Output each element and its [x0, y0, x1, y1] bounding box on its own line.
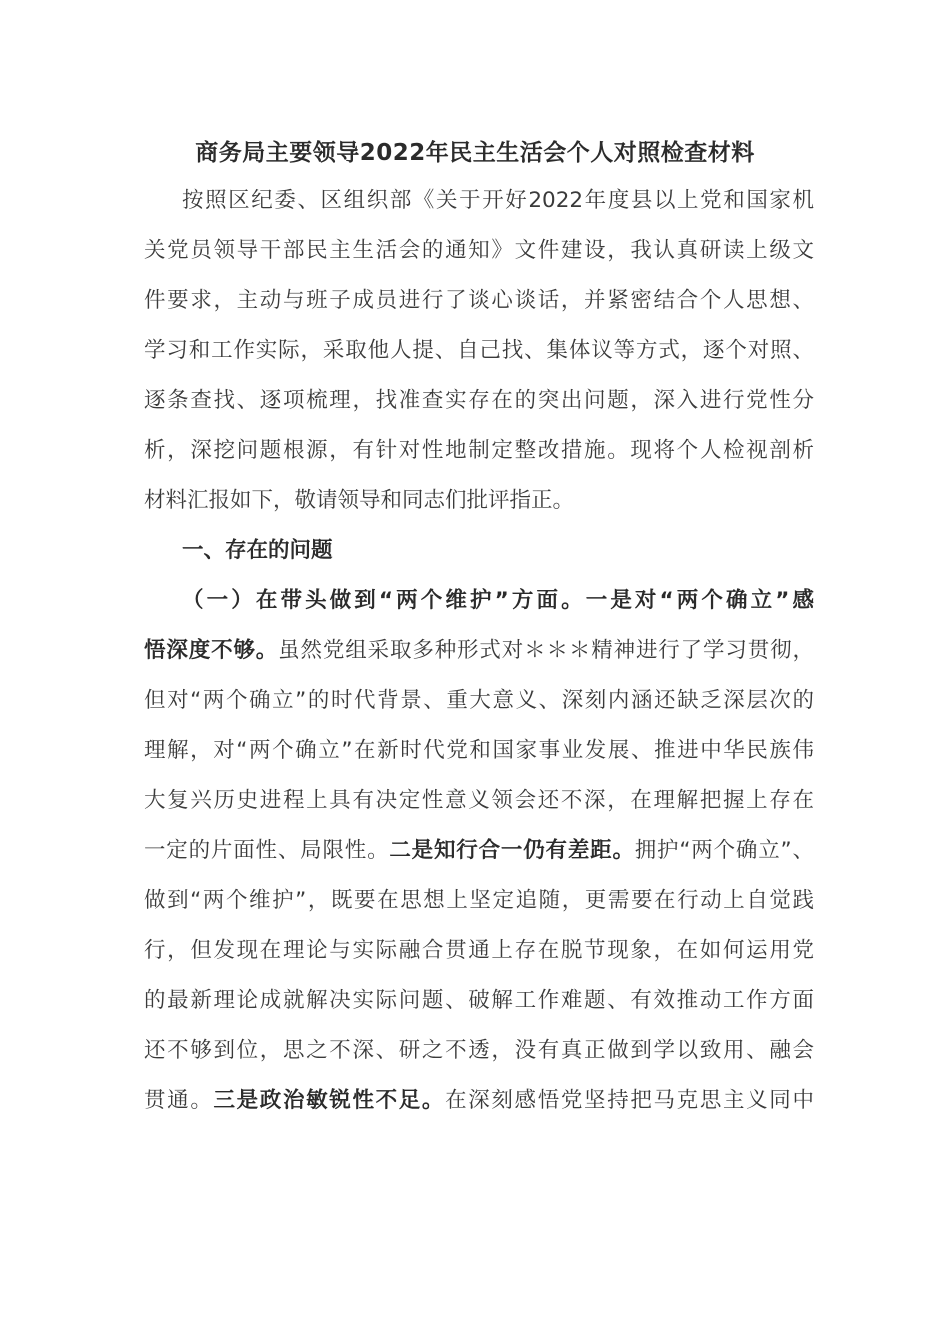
text-run: 行，但发现在理论与实际融合贯通上存在脱节现象，在如何运用党	[144, 938, 814, 963]
section-heading	[144, 531, 814, 581]
text-run: 学习和工作实际，采取他人提、自己找、集体议等方式，逐个对照、	[144, 338, 814, 363]
paragraph-line	[144, 631, 814, 681]
text-run: 贯通。	[144, 1088, 214, 1113]
paragraph-line	[144, 1031, 814, 1081]
text-run: 一、存在的问题	[182, 538, 333, 563]
paragraph-line	[144, 681, 814, 731]
text-run: 在深刻感悟党坚持把马克思主义同中	[445, 1088, 814, 1113]
paragraph-line	[144, 731, 814, 781]
paragraph-line	[144, 831, 814, 881]
text-run: 按照区纪委、区组织部《关于开好2022年度县以上党和国家机	[182, 188, 814, 213]
bold-text-run: 三是政治敏锐性不足。	[213, 1088, 446, 1113]
paragraph-line	[144, 781, 814, 831]
paragraph-line	[144, 231, 814, 281]
text-run: 拥护“两个确立”、	[634, 838, 814, 863]
paragraph-line	[144, 1081, 814, 1131]
paragraph-line	[144, 431, 814, 481]
text-run: 但对“两个确立”的时代背景、重大意义、深刻内涵还缺乏深层次的	[144, 688, 814, 713]
paragraph-line	[144, 931, 814, 981]
text-run: 关党员领导干部民主生活会的通知》文件建设，我认真研读上级文	[144, 238, 814, 263]
paragraph-line	[144, 981, 814, 1031]
text-run: 件要求，主动与班子成员进行了谈心谈话，并紧密结合个人思想、	[144, 288, 814, 313]
text-run: 做到“两个维护”，既要在思想上坚定追随，更需要在行动上自觉践	[144, 888, 814, 913]
text-run: 还不够到位，思之不深、研之不透，没有真正做到学以致用、融会	[144, 1038, 814, 1063]
text-run: 逐条查找、逐项梳理，找准查实存在的突出问题，深入进行党性分	[144, 388, 814, 413]
text-run: 虽然党组采取多种形式对＊＊＊精神进行了学习贯彻，	[278, 638, 814, 663]
paragraph-line	[144, 481, 814, 531]
paragraph-line	[144, 181, 814, 231]
paragraph-line	[144, 881, 814, 931]
paragraph-line	[144, 381, 814, 431]
document-title: 商务局主要领导2022年民主生活会个人对照检查材料	[195, 140, 755, 166]
paragraph-line	[144, 331, 814, 381]
document-body	[144, 181, 814, 1131]
text-run: 一定的片面性、局限性。	[144, 838, 390, 863]
text-run: 析，深挖问题根源，有针对性地制定整改措施。现将个人检视剖析	[144, 438, 814, 463]
bold-text-run: 悟深度不够。	[144, 638, 279, 663]
subsection-heading	[144, 581, 814, 631]
text-run: 大复兴历史进程上具有决定性意义领会还不深，在理解把握上存在	[144, 788, 814, 813]
text-run: （一）在带头做到“两个维护”方面。一是对“两个确立”感	[182, 588, 814, 613]
bold-text-run: 二是知行合一仍有差距。	[389, 838, 635, 863]
text-run: 材料汇报如下，敬请领导和同志们批评指正。	[144, 488, 575, 513]
text-run: 的最新理论成就解决实际问题、破解工作难题、有效推动工作方面	[144, 988, 814, 1013]
text-run: 理解，对“两个确立”在新时代党和国家事业发展、推进中华民族伟	[144, 738, 814, 763]
paragraph-line	[144, 281, 814, 331]
